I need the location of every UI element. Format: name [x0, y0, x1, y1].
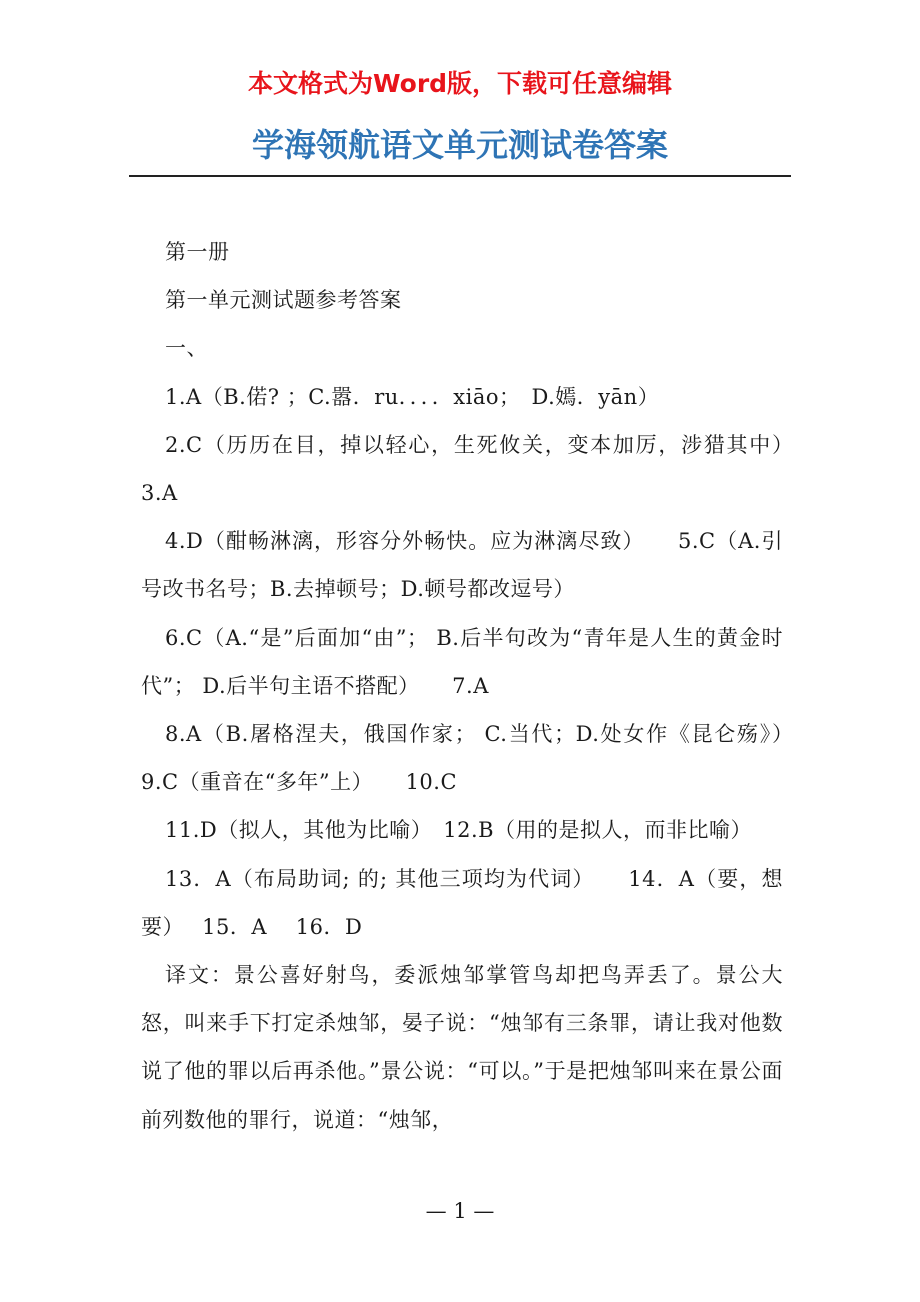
paragraph-answer-4-5: 4.D（酣畅淋漓，形容分外畅快。应为淋漓尽致） 5.C（A.引号改书名号；B.去掉顿号；D.顿号都改逗号） [141, 529, 783, 602]
title-divider [129, 175, 791, 177]
paragraph-answer-1: 1.A（B.偌? ；C.嚣．ru．．．．xiāo； D.嫣．yān） [165, 384, 660, 409]
format-banner: 本文格式为Word版，下载可任意编辑 [247, 69, 673, 98]
paragraph-volume: 第一册 [165, 240, 230, 264]
paragraph-answer-13-16: 13．A（布局助词; 的; 其他三项均为代词） 14．A（要，想要） 15．A 16．D [141, 866, 783, 939]
paragraph-translation: 译文：景公喜好射鸟，委派烛邹掌管鸟却把鸟弄丢了。景公大怒，叫来手下打定杀烛邹，晏子说：“烛邹有三条罪，请让我对他数说了他的罪以后再杀他。”景公说：“可以。”于是把烛邹叫来在景公面前列数他的罪行，说道：“烛邹， [141, 963, 783, 1132]
paragraph-section-one: 一、 [165, 336, 208, 361]
paragraph-answer-6-7: 6.C（A.“是”后面加“由”； B.后半句改为“青年是人生的黄金时代”； D.后半句主语不搭配） 7.A [141, 625, 783, 698]
document-body [141, 228, 805, 1144]
paragraph-answer-2-3: 2.C（历历在目，掉以轻心，生死攸关，变本加厉，涉猎其中） 3.A [141, 432, 805, 506]
paragraph-answer-11-12: 11.D（拟人，其他为比喻） 12.B（用的是拟人，而非比喻） [165, 818, 753, 843]
paragraph-answer-8-10: 8.A（B.屠格涅夫，俄国作家； C.当代；D.处女作《昆仑殇》） 9.C（重音在“多年”上） 10.C [141, 722, 805, 795]
document-title: 学海领航语文单元测试卷答案 [251, 126, 668, 164]
page-number: — 1 — [425, 1199, 495, 1223]
paragraph-unit-heading: 第一单元测试题参考答案 [165, 288, 402, 313]
